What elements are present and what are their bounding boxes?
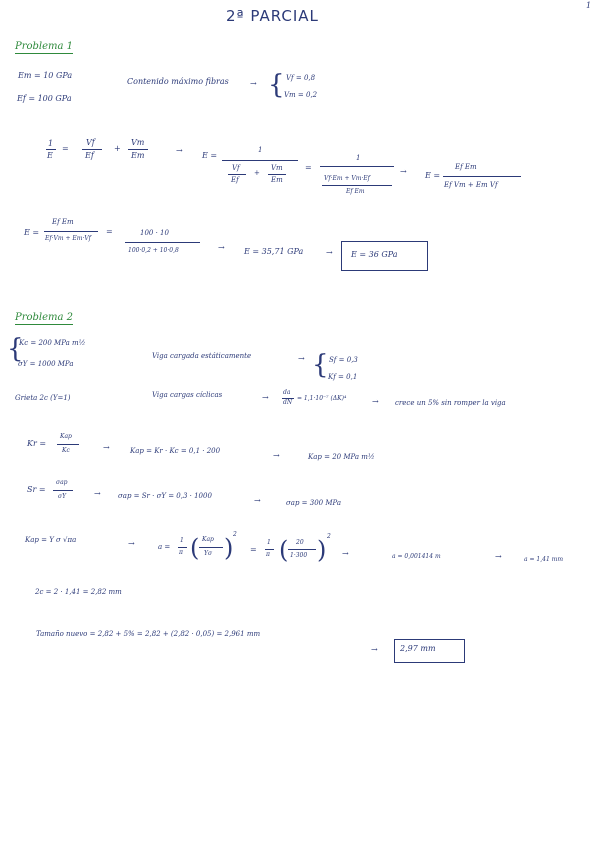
fraction-bar [288,549,316,550]
equals: = [62,144,69,153]
brace-icon: { [7,334,24,364]
equals: = [106,227,113,236]
fraction-bar [53,490,73,491]
kap-f3-den: π [266,551,270,558]
kap-sq: 2 [233,531,237,538]
arrow: → [495,552,502,561]
eq2-e: E = [202,151,218,160]
eq2-f3-num: 1 [258,146,263,154]
arrow: → [342,549,349,558]
sy-value: σY = 1000 MPa [18,360,74,368]
arrow: → [298,354,305,363]
sr-lhs: Sr = [27,485,46,494]
fraction-bar [222,160,298,161]
arrow: → [128,539,135,548]
plus: + [254,169,260,177]
eq3-f2-den: 100·0,2 + 10·0,8 [128,247,179,254]
grieta-label: Grieta 2c (Y=1) [15,394,71,402]
kap-sq2: 2 [327,533,331,540]
plus: + [114,144,121,153]
fraction-bar [322,185,392,186]
kap-f1-den: π [179,549,183,556]
kr-den: Kc [62,447,70,454]
arrow: → [400,167,407,176]
sr-result: σap = 300 MPa [286,499,342,507]
fraction-bar [178,547,187,548]
arrow: → [326,248,333,257]
dadn-den: dN [283,399,293,406]
equals: = [250,545,257,554]
kap-lhs: Kap = Y σ √πa [25,536,77,544]
eq2-lhs-den: E [47,151,53,160]
fraction-bar [265,549,274,550]
page-number: 1 [586,1,592,10]
fraction-bar [125,242,200,243]
eq2-f2-num: Vm [131,138,145,147]
page-title: 2ª PARCIAL [226,7,319,25]
paren-right-icon: ) [317,536,327,564]
fraction-bar [199,547,223,548]
kap-f2-den: Yσ [204,550,213,557]
fraction-bar [443,176,521,177]
kr-lhs: Kr = [27,439,47,448]
sf-value: Sf = 0,3 [329,356,358,364]
zc-line: 2c = 2 · 1,41 = 2,82 mm [35,588,122,596]
eq2-f4-num: 1 [356,154,361,162]
eq2-f3-den-a-num: Vf [232,164,240,172]
kap-f4-num: 20 [296,539,304,546]
brace-icon: { [312,350,329,380]
eq3-e: E = [24,228,40,237]
eq3-result: E = 35,71 GPa [244,247,304,256]
fraction-bar [228,174,246,175]
fraction-bar [82,149,102,150]
kr-num: Kap [60,433,72,440]
kap-f2-num: Kap [202,536,214,543]
viga-cyclic-label: Viga cargas cíclicas [152,391,223,399]
dadn-num: da [283,389,291,396]
tamano-boxed-result: 2,97 mm [400,644,436,653]
arrow: → [218,243,225,252]
equals: = [305,163,312,172]
kap-f1-num: 1 [180,537,184,544]
eq2-f3-den-b-den: Em [271,176,283,184]
eq2-f2-den: Em [131,151,145,160]
paren-left-icon: ( [279,536,289,564]
fraction-bar [128,149,148,150]
fraction-bar [57,444,79,445]
arrow: → [371,645,378,654]
arrow: → [94,489,101,498]
fraction-bar [268,174,286,175]
eq2-f1-den: Ef [85,151,94,160]
paris-law: = 1,1·10⁻⁷ (ΔK)⁴ [297,395,347,402]
eq3-boxed-result: E = 36 GPa [351,250,398,259]
tamano-nuevo-line: Tamaño nuevo = 2,82 + 5% = 2,82 + (2,82 · 0,05) = 2,961 mm [36,630,261,638]
fraction-bar [44,231,98,232]
arrow: → [372,397,379,406]
paren-right-icon: ) [224,534,234,562]
sr-num: σap [56,479,68,486]
kc-value: Kc = 200 MPa m½ [19,339,86,347]
fraction-bar [46,149,56,150]
paren-left-icon: ( [190,534,200,562]
kap-a-result: a = 0,001414 m [392,553,441,560]
eq2-f4-den-num: Vf·Em + Vm·Ef [324,175,370,182]
eq3-f2-num: 100 · 10 [140,229,169,237]
vm-value: Vm = 0,2 [284,91,318,99]
eq2-e2: E = [425,171,441,180]
arrow: → [273,451,280,460]
sr-rest: σap = Sr · σY = 0,3 · 1000 [118,492,212,500]
kr-rest: Kap = Kr · Kc = 0,1 · 200 [130,447,221,455]
crece-text: crece un 5% sin romper la viga [395,399,506,407]
brace-icon: { [268,70,285,100]
eq3-f1-den: Ef·Vm + Em·Vf [45,235,91,242]
problem-2-heading: Problema 2 [15,312,74,323]
em-value: Em = 10 GPa [18,71,73,80]
arrow: → [176,146,183,155]
eq2-f5-den: Ef Vm + Em Vf [444,181,498,189]
eq2-f4-den-den: Ef Em [346,188,365,195]
contenido-label: Contenido máximo fibras [127,77,229,86]
kap-f3-num: 1 [267,539,271,546]
kf-value: Kf = 0,1 [328,373,358,381]
fraction-bar [320,166,394,167]
eq2-f1-num: Vf [86,138,95,147]
ef-value: Ef = 100 GPa [17,94,72,103]
eq2-f3-den-b-num: Vm [271,164,283,172]
eq2-lhs-num: 1 [48,139,54,148]
arrow: → [262,393,269,402]
sr-den: σY [58,493,67,500]
eq2-f3-den-a-den: Ef [231,176,239,184]
arrow: → [103,443,110,452]
kap-f4-den: 1·300 [290,552,308,559]
kap-a-result-mm: a = 1,41 mm [524,556,564,563]
kr-result: Kap = 20 MPa m½ [308,453,375,461]
viga-static-label: Viga cargada estáticamente [152,352,252,360]
kap-a: a = [158,543,171,551]
eq2-f5-num: Ef Em [455,163,477,171]
vf-value: Vf = 0,8 [286,74,316,82]
arrow: → [250,79,257,88]
arrow: → [254,496,261,505]
problem-1-heading: Problema 1 [15,41,74,52]
eq3-f1-num: Ef Em [52,218,74,226]
